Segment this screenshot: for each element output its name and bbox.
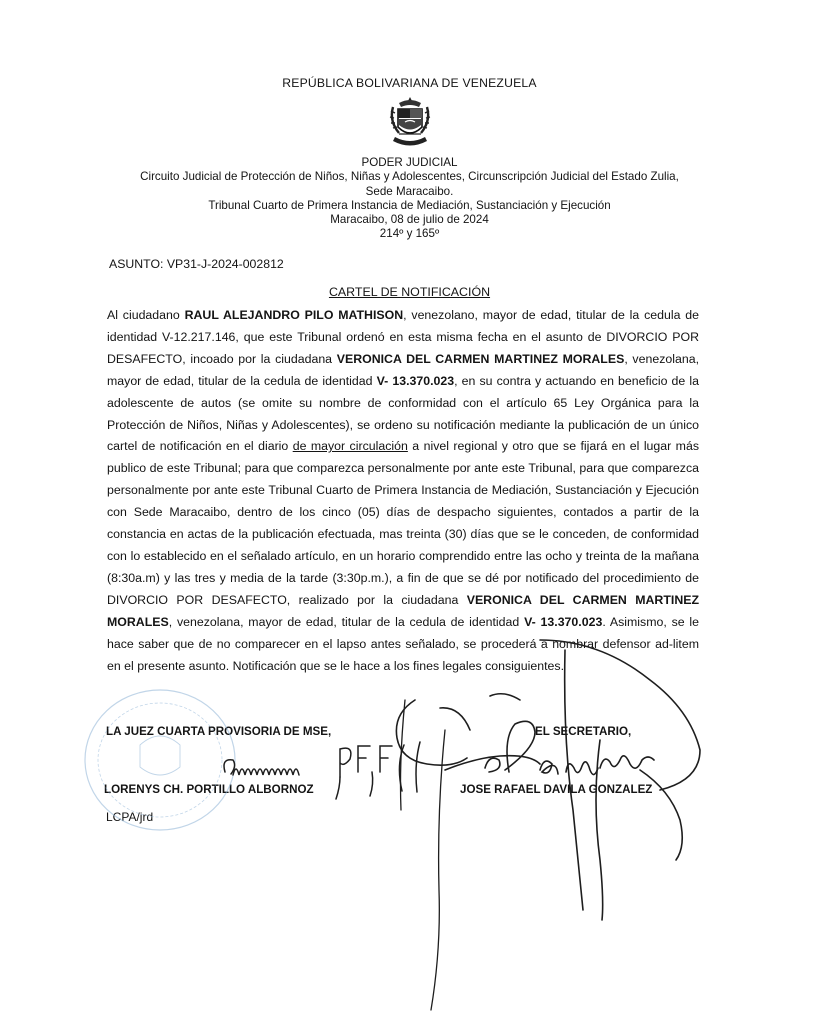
judge-name: LORENYS CH. PORTILLO ALBORNOZ [104,783,314,796]
body-text-2: , venezolano, mayor de edad, titular de la cedula de identidad V-12.217.146, que este Tribunal ordenó en esta misma fecha en el asunto de DIVORCIO POR DESAFECTO, incoado por la ciudadana [107,308,700,366]
seat-heading: Sede Maracaibo. [365,184,454,198]
secretary-signature [396,640,700,920]
body-text-6: , venezolana, mayor de edad, titular de la cedula de identidad [168,614,525,629]
court-seal-stamp [85,690,235,830]
coat-of-arms-icon [379,93,441,155]
body-text-7: . Asimismo, se le hace saber que de no comparecer en el lapso antes señalado, se procederá a nombrar defensor ad-litem en el presente asunto. Notificación que se le hace a los fines legales consiguientes. [107,614,699,673]
notification-body [107,305,699,677]
body-text-4: , en su contra y actuando en beneficio de la adolescente de autos (se omite su nombre de conformidad con el artículo 65 Ley Orgánica para la Protección de Niños, Niñas y Adolescentes), se ordeno su notificación mediante la publicación de un único cartel de notificación en el diario [107,373,699,454]
body-text-3: , venezolana, mayor de edad, titular de la cedula de identidad [107,351,699,388]
branch-heading: PODER JUDICIAL [361,156,458,170]
typist-initials: LCPA/jrd [106,810,154,824]
case-number: ASUNTO: VP31-J-2024-002812 [109,257,284,271]
document-title: CARTEL DE NOTIFICACIÓN [328,285,491,299]
secretary-title: EL SECRETARIO, [535,725,632,738]
document-header [0,76,819,241]
underlined-phrase: de mayor circulación [292,439,408,454]
body-text-5: a nivel regional y otro que se fijará en el lugar más publico de este Tribunal; para que comparezca personalmente por ante este Tribunal, para que comparezca personalmente por ante este Tribunal Cuarto de Primera Instancia de Mediación, Sustanciación y Ejecución con Sede Maracaibo, dentro de los cinco (05) días de despacho siguientes, contados a partir de la constancia en actas de la publicación efectuada, mas treinta (30) días que se le conceden, de conformidad con lo establecido en el señalado artículo, en un horario comprendido entre las ocho y treinta de la mañana (8:30a.m) y las tres y media de la tarde (3:30p.m.), a fin de que se dé por notificado del procedimiento de DIVORCIO POR DESAFECTO, realizado por la ciudadana [107,439,699,607]
claimant-id: V- 13.370.023 [376,373,455,388]
country-heading: REPÚBLICA BOLIVARIANA DE VENEZUELA [282,76,537,90]
circuit-heading: Circuito Judicial de Protección de Niños, Niñas y Adolescentes, Circunscripción Judicial del Estado Zulia, [140,170,679,184]
document-years: 214º y 165º [379,227,440,241]
judge-title: LA JUEZ CUARTA PROVISORIA DE MSE, [106,725,332,738]
document-date: Maracaibo, 08 de julio de 2024 [330,213,489,227]
body-text-1: Al ciudadano [107,308,185,322]
court-heading: Tribunal Cuarto de Primera Instancia de Mediación, Sustanciación y Ejecución [208,198,611,212]
notified-name: RAUL ALEJANDRO PILO MATHISON [184,308,404,322]
secretary-name: JOSE RAFAEL DAVILA GONZALEZ [460,783,653,796]
claimant-name-repeat: VERONICA DEL CARMEN MARTINEZ MORALES [107,592,700,629]
claimant-name: VERONICA DEL CARMEN MARTINEZ MORALES [336,351,625,366]
claimant-id-repeat: V- 13.370.023 [524,614,603,629]
long-vertical-stroke [401,700,446,1010]
